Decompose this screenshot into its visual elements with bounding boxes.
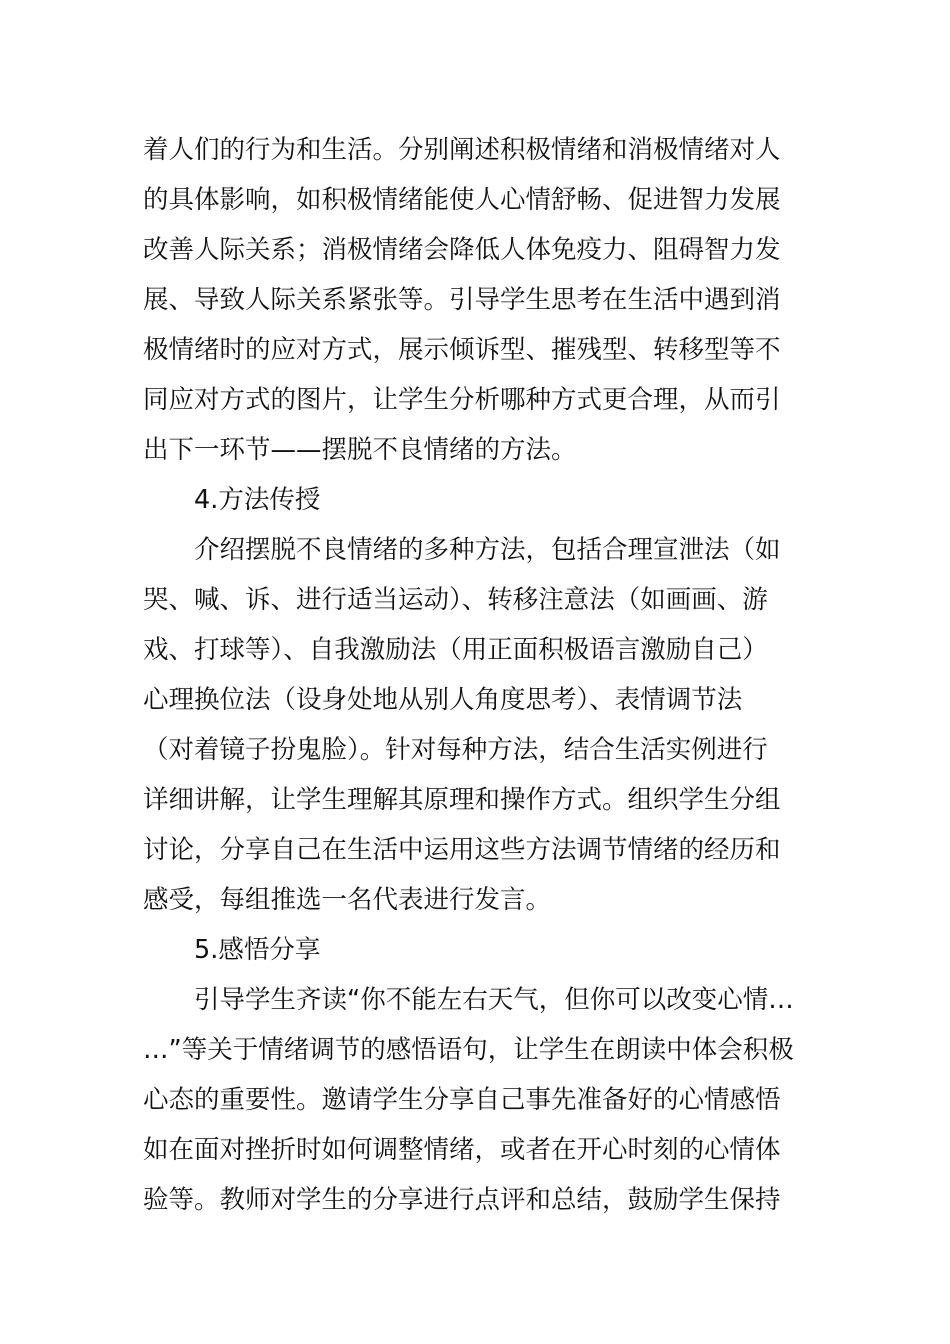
text-line: （对着镜子扮鬼脸）。针对每种方法，结合生活实例进行 (143, 735, 768, 765)
text-line: 心态的重要性。邀请学生分享自己事先准备好的心情感悟 (143, 1085, 781, 1115)
paragraph-first-line: 4.方法传授 (194, 485, 321, 515)
paragraph-first-line: 引导学生齐读“你不能左右天气，但你可以改变心情… (194, 985, 794, 1015)
paragraph-first-line: 介绍摆脱不良情绪的多种方法，包括合理宣泄法（如 (194, 535, 781, 565)
text-line: 心理换位法（设身处地从别人角度思考）、表情调节法 (143, 685, 743, 715)
text-line: 的具体影响，如积极情绪能使人心情舒畅、促进智力发展 (143, 185, 781, 215)
text-line: 讨论，分享自己在生活中运用这些方法调节情绪的经历和 (143, 835, 781, 865)
text-line: 着人们的行为和生活。分别阐述积极情绪和消极情绪对人 (143, 135, 781, 165)
text-line: …”等关于情绪调节的感悟语句，让学生在朗读中体会积极 (143, 1035, 794, 1065)
text-line: 展、导致人际关系紧张等。引导学生思考在生活中遇到消 (143, 285, 781, 315)
paragraph-first-line: 5.感悟分享 (194, 935, 321, 965)
text-line: 验等。教师对学生的分享进行点评和总结，鼓励学生保持 (143, 1185, 781, 1215)
text-line: 如在面对挫折时如何调整情绪，或者在开心时刻的心情体 (143, 1135, 781, 1165)
text-line: 改善人际关系；消极情绪会降低人体免疫力、阻碍智力发 (143, 235, 781, 265)
text-line: 感受，每组推选一名代表进行发言。 (143, 885, 552, 915)
text-line: 详细讲解，让学生理解其原理和操作方式。组织学生分组 (143, 785, 781, 815)
text-line: 戏、打球等）、自我激励法（用正面积极语言激励自己） (143, 635, 768, 665)
text-line: 极情绪时的应对方式，展示倾诉型、摧残型、转移型等不 (143, 335, 781, 365)
text-line: 同应对方式的图片，让学生分析哪种方式更合理，从而引 (143, 385, 781, 415)
document-body (143, 125, 813, 1225)
text-line: 出下一环节——摆脱不良情绪的方法。 (143, 435, 577, 465)
text-line: 哭、喊、诉、进行适当运动）、转移注意法（如画画、游 (143, 585, 768, 615)
